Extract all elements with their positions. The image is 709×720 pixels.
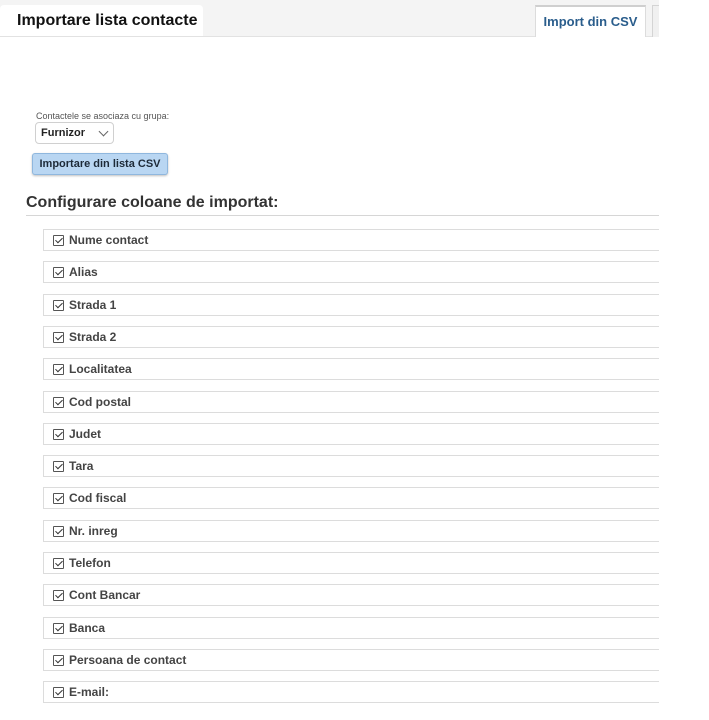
- page-title: Importare lista contacte: [0, 5, 203, 36]
- column-row: [43, 584, 659, 606]
- column-label: Tara: [69, 459, 94, 473]
- column-label: Cod fiscal: [69, 491, 127, 505]
- column-label: Alias: [69, 265, 98, 279]
- column-label: Banca: [69, 621, 106, 635]
- column-checkbox[interactable]: [53, 590, 64, 601]
- column-row: [43, 229, 659, 251]
- column-label: Cont Bancar: [69, 588, 141, 602]
- column-row: [43, 261, 659, 283]
- import-csv-button[interactable]: Importare din lista CSV: [32, 153, 168, 175]
- column-checkbox[interactable]: [53, 235, 64, 246]
- column-row: [43, 520, 659, 542]
- column-checkbox[interactable]: [53, 655, 64, 666]
- column-checkbox[interactable]: [53, 300, 64, 311]
- group-select-value: Furnizor: [41, 127, 85, 139]
- column-checkbox[interactable]: [53, 687, 64, 698]
- column-row: [43, 552, 659, 574]
- column-checkbox[interactable]: [53, 558, 64, 569]
- page-header: [0, 0, 659, 37]
- column-checkbox[interactable]: [53, 623, 64, 634]
- column-label: E-mail:: [69, 685, 110, 699]
- column-label: Telefon: [69, 556, 111, 570]
- column-checkbox[interactable]: [53, 526, 64, 537]
- column-checkbox[interactable]: [53, 461, 64, 472]
- section-title: Configurare coloane de importat:: [26, 194, 279, 211]
- group-label: Contactele se asociaza cu grupa:: [36, 111, 170, 121]
- column-label: Nume contact: [69, 233, 149, 247]
- tab-import-csv[interactable]: Import din CSV: [535, 5, 646, 37]
- column-checkbox[interactable]: [53, 429, 64, 440]
- column-checkbox[interactable]: [53, 364, 64, 375]
- section-divider: [26, 215, 659, 216]
- column-row: [43, 487, 659, 509]
- column-label: Strada 2: [69, 330, 117, 344]
- column-label: Persoana de contact: [69, 653, 187, 667]
- column-checkbox[interactable]: [53, 267, 64, 278]
- column-row: [43, 326, 659, 348]
- column-row: [43, 391, 659, 413]
- column-row: [43, 617, 659, 639]
- column-checkbox[interactable]: [53, 332, 64, 343]
- group-select[interactable]: [35, 122, 114, 144]
- column-row: [43, 423, 659, 445]
- tab-next[interactable]: [652, 5, 659, 37]
- column-checkbox[interactable]: [53, 493, 64, 504]
- column-label: Judet: [69, 427, 102, 441]
- column-label: Cod postal: [69, 395, 131, 409]
- column-row: [43, 681, 659, 703]
- column-label: Localitatea: [69, 362, 132, 376]
- column-row: [43, 455, 659, 477]
- column-row: [43, 358, 659, 380]
- column-row: [43, 294, 659, 316]
- column-label: Strada 1: [69, 298, 117, 312]
- column-row: [43, 649, 659, 671]
- column-checkbox[interactable]: [53, 397, 64, 408]
- chevron-down-icon: [99, 127, 109, 137]
- column-label: Nr. inreg: [69, 524, 118, 538]
